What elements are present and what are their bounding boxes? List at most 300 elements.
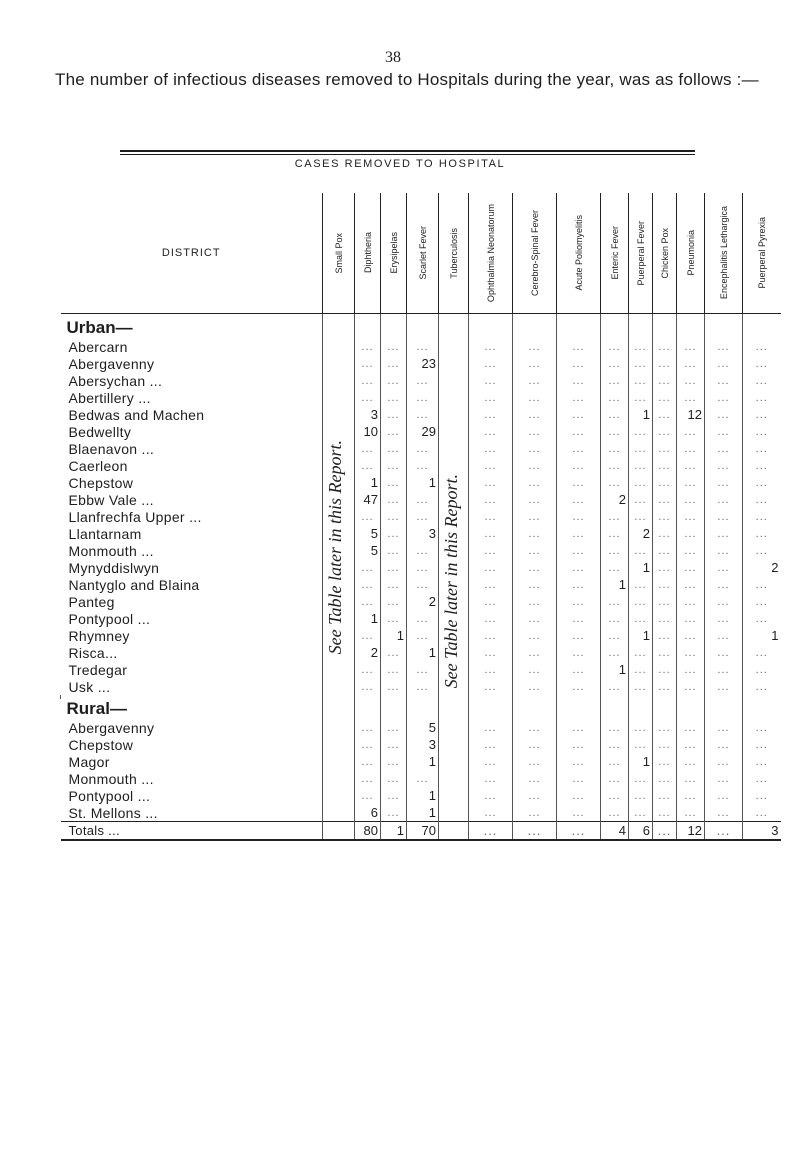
urban-heading: Urban— bbox=[66, 318, 133, 337]
puerperal-fever-cell: ... bbox=[629, 440, 653, 457]
empty-cell: ... bbox=[469, 593, 513, 610]
small-pox-cell bbox=[323, 559, 355, 576]
chicken-pox-cell: ... bbox=[653, 753, 677, 770]
puerperal-pyrexia-cell: ... bbox=[743, 457, 781, 474]
puerperal-fever-cell: ... bbox=[629, 474, 653, 491]
empty-cell: ... bbox=[705, 644, 743, 661]
small-pox-note: See Table later in this Report. bbox=[325, 440, 345, 655]
district-name: Monmouth ... bbox=[68, 770, 154, 787]
scarlet-fever-cell: 1 bbox=[407, 804, 439, 822]
tuberculosis-cell bbox=[439, 787, 469, 804]
empty-cell: ... bbox=[469, 627, 513, 644]
enteric-fever-cell: ... bbox=[601, 736, 629, 753]
pneumonia-cell: ... bbox=[677, 610, 705, 627]
empty-cell: ... bbox=[705, 787, 743, 804]
chicken-pox-cell: ... bbox=[653, 627, 677, 644]
scarlet-fever-cell: ... bbox=[407, 610, 439, 627]
puerperal-pyrexia-cell: ... bbox=[743, 423, 781, 440]
puerperal-pyrexia-cell: ... bbox=[743, 542, 781, 559]
empty-cell: ... bbox=[705, 770, 743, 787]
chicken-pox-cell: ... bbox=[653, 770, 677, 787]
small-pox-cell bbox=[323, 389, 355, 406]
enteric-fever-cell: ... bbox=[601, 406, 629, 423]
empty-cell: ... bbox=[513, 736, 557, 753]
empty-cell: ... bbox=[513, 822, 557, 841]
empty-cell: ... bbox=[705, 593, 743, 610]
erysipelas-cell: ... bbox=[381, 610, 407, 627]
pneumonia-cell: 12 bbox=[677, 406, 705, 423]
empty-cell: ... bbox=[557, 787, 601, 804]
puerperal-fever-cell: ... bbox=[629, 661, 653, 678]
table-row bbox=[61, 753, 781, 770]
pneumonia-cell: ... bbox=[677, 770, 705, 787]
district-name: Monmouth ... bbox=[68, 542, 154, 559]
empty-cell: ... bbox=[469, 678, 513, 695]
empty-cell: ... bbox=[469, 787, 513, 804]
erysipelas-cell: ... bbox=[381, 355, 407, 372]
empty-cell: ... bbox=[469, 338, 513, 355]
diphtheria-cell: ... bbox=[355, 338, 381, 355]
puerperal-fever-cell: 2 bbox=[629, 525, 653, 542]
chicken-pox-cell: ... bbox=[653, 787, 677, 804]
erysipelas-cell: ... bbox=[381, 804, 407, 822]
col-header-encephalitis: Encephalitis Lethargica bbox=[705, 193, 743, 314]
tuberculosis-cell bbox=[439, 474, 469, 689]
pneumonia-cell: ... bbox=[677, 474, 705, 491]
small-pox-cell bbox=[323, 787, 355, 804]
rural-heading: Rural— bbox=[66, 699, 127, 718]
small-pox-cell bbox=[323, 610, 355, 627]
table-row bbox=[61, 508, 781, 525]
col-header-puerperal-fever: Puerperal Fever bbox=[629, 193, 653, 314]
empty-cell: ... bbox=[557, 610, 601, 627]
chicken-pox-cell: ... bbox=[653, 372, 677, 389]
empty-cell: ... bbox=[513, 508, 557, 525]
table-row bbox=[61, 372, 781, 389]
chicken-pox-cell: ... bbox=[653, 559, 677, 576]
empty-cell: ... bbox=[705, 753, 743, 770]
chicken-pox-cell: ... bbox=[653, 719, 677, 736]
empty-cell: ... bbox=[557, 753, 601, 770]
diphtheria-cell: ... bbox=[355, 508, 381, 525]
table-row bbox=[61, 423, 781, 440]
diphtheria-cell: ... bbox=[355, 389, 381, 406]
empty-cell: ... bbox=[513, 593, 557, 610]
empty-cell: ... bbox=[513, 644, 557, 661]
empty-cell: ... bbox=[557, 678, 601, 695]
small-pox-cell bbox=[323, 736, 355, 753]
empty-cell: ... bbox=[705, 338, 743, 355]
empty-cell: ... bbox=[557, 406, 601, 423]
tuberculosis-cell bbox=[439, 338, 469, 355]
enteric-fever-cell: ... bbox=[601, 627, 629, 644]
puerperal-pyrexia-cell: ... bbox=[743, 338, 781, 355]
empty-cell: ... bbox=[705, 627, 743, 644]
empty-cell: ... bbox=[705, 389, 743, 406]
enteric-fever-cell: ... bbox=[601, 457, 629, 474]
puerperal-fever-cell: ... bbox=[629, 719, 653, 736]
col-header-puerperal-pyrexia: Puerperal Pyrexia bbox=[743, 193, 781, 314]
small-pox-cell bbox=[323, 372, 355, 389]
district-name: Usk ... bbox=[68, 678, 111, 695]
scarlet-fever-cell: ... bbox=[407, 770, 439, 787]
tuberculosis-cell bbox=[439, 389, 469, 406]
diphtheria-cell: 1 bbox=[355, 474, 381, 491]
puerperal-fever-cell: ... bbox=[629, 491, 653, 508]
district-name: St. Mellons ... bbox=[68, 804, 158, 821]
empty-cell: ... bbox=[513, 787, 557, 804]
erysipelas-cell: ... bbox=[381, 508, 407, 525]
empty-cell: ... bbox=[513, 491, 557, 508]
district-name: Nantyglo and Blaina bbox=[68, 576, 200, 593]
puerperal-fever-cell: ... bbox=[629, 770, 653, 787]
erysipelas-cell: ... bbox=[381, 474, 407, 491]
tuberculosis-cell bbox=[439, 770, 469, 787]
empty-cell: ... bbox=[513, 576, 557, 593]
empty-cell: ... bbox=[469, 753, 513, 770]
scarlet-fever-cell: 3 bbox=[407, 736, 439, 753]
small-pox-cell bbox=[323, 627, 355, 644]
diphtheria-cell: 2 bbox=[355, 644, 381, 661]
puerperal-pyrexia-cell: ... bbox=[743, 372, 781, 389]
district-name: Caerleon bbox=[68, 457, 128, 474]
enteric-fever-cell: ... bbox=[601, 389, 629, 406]
enteric-fever-cell: ... bbox=[601, 804, 629, 822]
tuberculosis-cell bbox=[439, 593, 469, 610]
empty-cell: ... bbox=[469, 736, 513, 753]
total-enteric-fever: 4 bbox=[601, 822, 629, 841]
puerperal-pyrexia-cell: ... bbox=[743, 508, 781, 525]
district-name: Chepstow bbox=[68, 474, 134, 491]
pneumonia-cell: ... bbox=[677, 804, 705, 822]
empty-cell: ... bbox=[705, 440, 743, 457]
tuberculosis-cell bbox=[439, 457, 469, 474]
table-row bbox=[61, 736, 781, 753]
empty-cell: ... bbox=[469, 576, 513, 593]
small-pox-cell bbox=[323, 770, 355, 787]
puerperal-pyrexia-cell: ... bbox=[743, 474, 781, 491]
puerperal-pyrexia-cell: ... bbox=[743, 753, 781, 770]
empty-cell: ... bbox=[469, 440, 513, 457]
diphtheria-cell: 5 bbox=[355, 542, 381, 559]
empty-cell: ... bbox=[513, 355, 557, 372]
pneumonia-cell: ... bbox=[677, 440, 705, 457]
col-header-small-pox: Small Pox bbox=[323, 193, 355, 314]
empty-cell: ... bbox=[513, 610, 557, 627]
scarlet-fever-cell: 29 bbox=[407, 423, 439, 440]
erysipelas-cell: ... bbox=[381, 389, 407, 406]
col-header-pneumonia: Pneumonia bbox=[677, 193, 705, 314]
scarlet-fever-cell: ... bbox=[407, 406, 439, 423]
empty-cell: ... bbox=[557, 423, 601, 440]
erysipelas-cell: ... bbox=[381, 338, 407, 355]
scarlet-fever-cell: 1 bbox=[407, 787, 439, 804]
diphtheria-cell: ... bbox=[355, 661, 381, 678]
empty-cell: ... bbox=[469, 372, 513, 389]
table-row bbox=[61, 525, 781, 542]
empty-cell: ... bbox=[557, 440, 601, 457]
scarlet-fever-cell: 1 bbox=[407, 753, 439, 770]
small-pox-cell bbox=[323, 542, 355, 559]
chicken-pox-cell: ... bbox=[653, 406, 677, 423]
enteric-fever-cell: ... bbox=[601, 753, 629, 770]
pneumonia-cell: ... bbox=[677, 508, 705, 525]
empty-cell: ... bbox=[469, 457, 513, 474]
scarlet-fever-cell: ... bbox=[407, 576, 439, 593]
intro-text: The number of infectious diseases removed to Hospitals during the year, was as follows :— bbox=[55, 70, 759, 89]
diphtheria-cell: ... bbox=[355, 770, 381, 787]
enteric-fever-cell: ... bbox=[601, 644, 629, 661]
district-name: Rhymney bbox=[68, 627, 130, 644]
empty-cell: ... bbox=[513, 542, 557, 559]
puerperal-fever-cell: ... bbox=[629, 644, 653, 661]
pneumonia-cell: ... bbox=[677, 644, 705, 661]
enteric-fever-cell: ... bbox=[601, 338, 629, 355]
empty-cell: ... bbox=[469, 644, 513, 661]
scarlet-fever-cell: ... bbox=[407, 491, 439, 508]
table-row bbox=[61, 627, 781, 644]
pneumonia-cell: ... bbox=[677, 389, 705, 406]
diphtheria-cell: ... bbox=[355, 355, 381, 372]
chicken-pox-cell: ... bbox=[653, 736, 677, 753]
enteric-fever-cell: 1 bbox=[601, 661, 629, 678]
scarlet-fever-cell: ... bbox=[407, 627, 439, 644]
empty-cell: ... bbox=[469, 822, 513, 841]
empty-cell: ... bbox=[513, 457, 557, 474]
puerperal-fever-cell: ... bbox=[629, 508, 653, 525]
empty-cell: ... bbox=[513, 678, 557, 695]
empty-cell: ... bbox=[469, 423, 513, 440]
empty-cell: ... bbox=[557, 627, 601, 644]
puerperal-fever-cell: ... bbox=[629, 457, 653, 474]
erysipelas-cell: ... bbox=[381, 525, 407, 542]
enteric-fever-cell: ... bbox=[601, 474, 629, 491]
empty-cell: ... bbox=[705, 474, 743, 491]
empty-cell: ... bbox=[705, 559, 743, 576]
col-header-cerebro-spinal: Cerebro-Spinal Fever bbox=[513, 193, 557, 314]
table-row bbox=[61, 576, 781, 593]
empty-cell: ... bbox=[705, 736, 743, 753]
small-pox-cell bbox=[323, 491, 355, 508]
empty-cell: ... bbox=[557, 593, 601, 610]
empty-cell: ... bbox=[705, 542, 743, 559]
pneumonia-cell: ... bbox=[677, 736, 705, 753]
tuberculosis-cell bbox=[439, 753, 469, 770]
puerperal-pyrexia-cell: ... bbox=[743, 787, 781, 804]
chicken-pox-cell: ... bbox=[653, 440, 677, 457]
empty-cell: ... bbox=[469, 355, 513, 372]
empty-cell: ... bbox=[469, 542, 513, 559]
total-erysipelas: 1 bbox=[381, 822, 407, 841]
empty-cell: ... bbox=[705, 822, 743, 841]
small-pox-cell bbox=[323, 338, 355, 355]
enteric-fever-cell: ... bbox=[601, 787, 629, 804]
empty-cell: ... bbox=[469, 474, 513, 491]
puerperal-fever-cell: ... bbox=[629, 787, 653, 804]
puerperal-fever-cell: ... bbox=[629, 372, 653, 389]
puerperal-fever-cell: 1 bbox=[629, 627, 653, 644]
pneumonia-cell: ... bbox=[677, 372, 705, 389]
district-name: Blaenavon ... bbox=[68, 440, 155, 457]
empty-cell: ... bbox=[557, 508, 601, 525]
empty-cell: ... bbox=[513, 559, 557, 576]
enteric-fever-cell: 1 bbox=[601, 576, 629, 593]
tuberculosis-cell bbox=[439, 406, 469, 423]
pneumonia-cell: ... bbox=[677, 661, 705, 678]
enteric-fever-cell: ... bbox=[601, 508, 629, 525]
district-name: Bedwas and Machen bbox=[68, 406, 205, 423]
scarlet-fever-cell: 1 bbox=[407, 644, 439, 661]
table-row bbox=[61, 457, 781, 474]
table-caption: CASES REMOVED TO HOSPITAL bbox=[294, 158, 506, 170]
pneumonia-cell: ... bbox=[677, 491, 705, 508]
puerperal-fever-cell: ... bbox=[629, 610, 653, 627]
tuberculosis-cell bbox=[439, 559, 469, 576]
chicken-pox-cell: ... bbox=[653, 423, 677, 440]
diphtheria-cell: ... bbox=[355, 753, 381, 770]
scarlet-fever-cell: 3 bbox=[407, 525, 439, 542]
tuberculosis-cell bbox=[439, 440, 469, 457]
empty-cell: ... bbox=[469, 508, 513, 525]
scarlet-fever-cell: 5 bbox=[407, 719, 439, 736]
scarlet-fever-cell: ... bbox=[407, 372, 439, 389]
puerperal-fever-cell: ... bbox=[629, 338, 653, 355]
diphtheria-cell: ... bbox=[355, 457, 381, 474]
district-name: Llantarnam bbox=[68, 525, 142, 542]
small-pox-cell bbox=[323, 406, 355, 423]
total-scarlet-fever: 70 bbox=[407, 822, 439, 841]
empty-cell: ... bbox=[557, 338, 601, 355]
chicken-pox-cell: ... bbox=[653, 593, 677, 610]
diphtheria-cell: ... bbox=[355, 719, 381, 736]
chicken-pox-cell: ... bbox=[653, 355, 677, 372]
tuberculosis-cell bbox=[439, 644, 469, 661]
puerperal-pyrexia-cell: ... bbox=[743, 440, 781, 457]
empty-cell: ... bbox=[469, 661, 513, 678]
chicken-pox-cell: ... bbox=[653, 389, 677, 406]
diphtheria-cell: ... bbox=[355, 559, 381, 576]
diphtheria-cell: ... bbox=[355, 576, 381, 593]
scarlet-fever-cell: ... bbox=[407, 457, 439, 474]
enteric-fever-cell: ... bbox=[601, 593, 629, 610]
puerperal-pyrexia-cell: ... bbox=[743, 610, 781, 627]
diphtheria-cell: ... bbox=[355, 372, 381, 389]
chicken-pox-cell: ... bbox=[653, 576, 677, 593]
pneumonia-cell: ... bbox=[677, 753, 705, 770]
tuberculosis-cell bbox=[439, 491, 469, 508]
table-row bbox=[61, 787, 781, 804]
enteric-fever-cell: ... bbox=[601, 610, 629, 627]
pneumonia-cell: ... bbox=[677, 338, 705, 355]
empty-cell: ... bbox=[513, 474, 557, 491]
puerperal-pyrexia-cell: ... bbox=[743, 661, 781, 678]
puerperal-pyrexia-cell: 2 bbox=[743, 559, 781, 576]
empty-cell: ... bbox=[513, 525, 557, 542]
empty-cell: ... bbox=[557, 525, 601, 542]
tuberculosis-cell bbox=[439, 355, 469, 372]
empty-cell: ... bbox=[557, 389, 601, 406]
erysipelas-cell: ... bbox=[381, 770, 407, 787]
table-row bbox=[61, 491, 781, 508]
tuberculosis-cell bbox=[439, 610, 469, 627]
pneumonia-cell: ... bbox=[677, 559, 705, 576]
tuberculosis-cell bbox=[439, 804, 469, 822]
puerperal-pyrexia-cell: ... bbox=[743, 355, 781, 372]
puerperal-pyrexia-cell: ... bbox=[743, 770, 781, 787]
puerperal-fever-cell: ... bbox=[629, 736, 653, 753]
puerperal-pyrexia-cell: 1 bbox=[743, 627, 781, 644]
enteric-fever-cell: ... bbox=[601, 423, 629, 440]
empty-cell: ... bbox=[705, 678, 743, 695]
small-pox-cell bbox=[323, 644, 355, 661]
empty-cell: ... bbox=[557, 719, 601, 736]
pneumonia-cell: ... bbox=[677, 593, 705, 610]
empty-cell: ... bbox=[557, 457, 601, 474]
page-number: 38 bbox=[385, 49, 401, 66]
empty-cell: ... bbox=[557, 804, 601, 822]
small-pox-cell bbox=[323, 457, 355, 474]
puerperal-pyrexia-cell: ... bbox=[743, 491, 781, 508]
diphtheria-cell: ... bbox=[355, 787, 381, 804]
erysipelas-cell: ... bbox=[381, 661, 407, 678]
enteric-fever-cell: ... bbox=[601, 678, 629, 695]
district-name: Bedwellty bbox=[68, 423, 132, 440]
puerperal-pyrexia-cell: ... bbox=[743, 389, 781, 406]
small-pox-cell bbox=[323, 440, 355, 655]
empty-cell: ... bbox=[705, 491, 743, 508]
erysipelas-cell: ... bbox=[381, 440, 407, 457]
erysipelas-cell: ... bbox=[381, 644, 407, 661]
district-name: Pontypool ... bbox=[68, 610, 151, 627]
puerperal-fever-cell: 1 bbox=[629, 753, 653, 770]
enteric-fever-cell: ... bbox=[601, 440, 629, 457]
table-row bbox=[61, 610, 781, 627]
puerperal-fever-cell: ... bbox=[629, 804, 653, 822]
pneumonia-cell: ... bbox=[677, 787, 705, 804]
empty-cell: ... bbox=[557, 355, 601, 372]
empty-cell: ... bbox=[513, 440, 557, 457]
puerperal-fever-cell: ... bbox=[629, 542, 653, 559]
col-header-ophthalmia: Ophthalmia Neonatorum bbox=[469, 193, 513, 314]
erysipelas-cell: ... bbox=[381, 736, 407, 753]
district-name: Chepstow bbox=[68, 736, 134, 753]
puerperal-pyrexia-cell: ... bbox=[743, 804, 781, 822]
empty-cell: ... bbox=[469, 389, 513, 406]
chicken-pox-cell: ... bbox=[653, 661, 677, 678]
small-pox-cell bbox=[323, 423, 355, 440]
empty-cell: ... bbox=[513, 627, 557, 644]
puerperal-pyrexia-cell: ... bbox=[743, 593, 781, 610]
scarlet-fever-cell: 2 bbox=[407, 593, 439, 610]
tuberculosis-cell bbox=[439, 736, 469, 753]
district-name: Abergavenny bbox=[68, 719, 155, 736]
puerperal-pyrexia-cell: ... bbox=[743, 576, 781, 593]
diphtheria-cell: 6 bbox=[355, 804, 381, 822]
pneumonia-cell: ... bbox=[677, 576, 705, 593]
table-row bbox=[61, 770, 781, 787]
cases-table bbox=[60, 193, 781, 841]
scarlet-fever-cell: ... bbox=[407, 508, 439, 525]
table-row bbox=[61, 338, 781, 355]
pneumonia-cell: ... bbox=[677, 457, 705, 474]
district-name: Tredegar bbox=[68, 661, 128, 678]
col-header-scarlet-fever: Scarlet Fever bbox=[407, 193, 439, 314]
small-pox-cell bbox=[323, 508, 355, 525]
empty-cell: ... bbox=[469, 559, 513, 576]
pneumonia-cell: ... bbox=[677, 678, 705, 695]
empty-cell: ... bbox=[469, 525, 513, 542]
diphtheria-cell: 3 bbox=[355, 406, 381, 423]
